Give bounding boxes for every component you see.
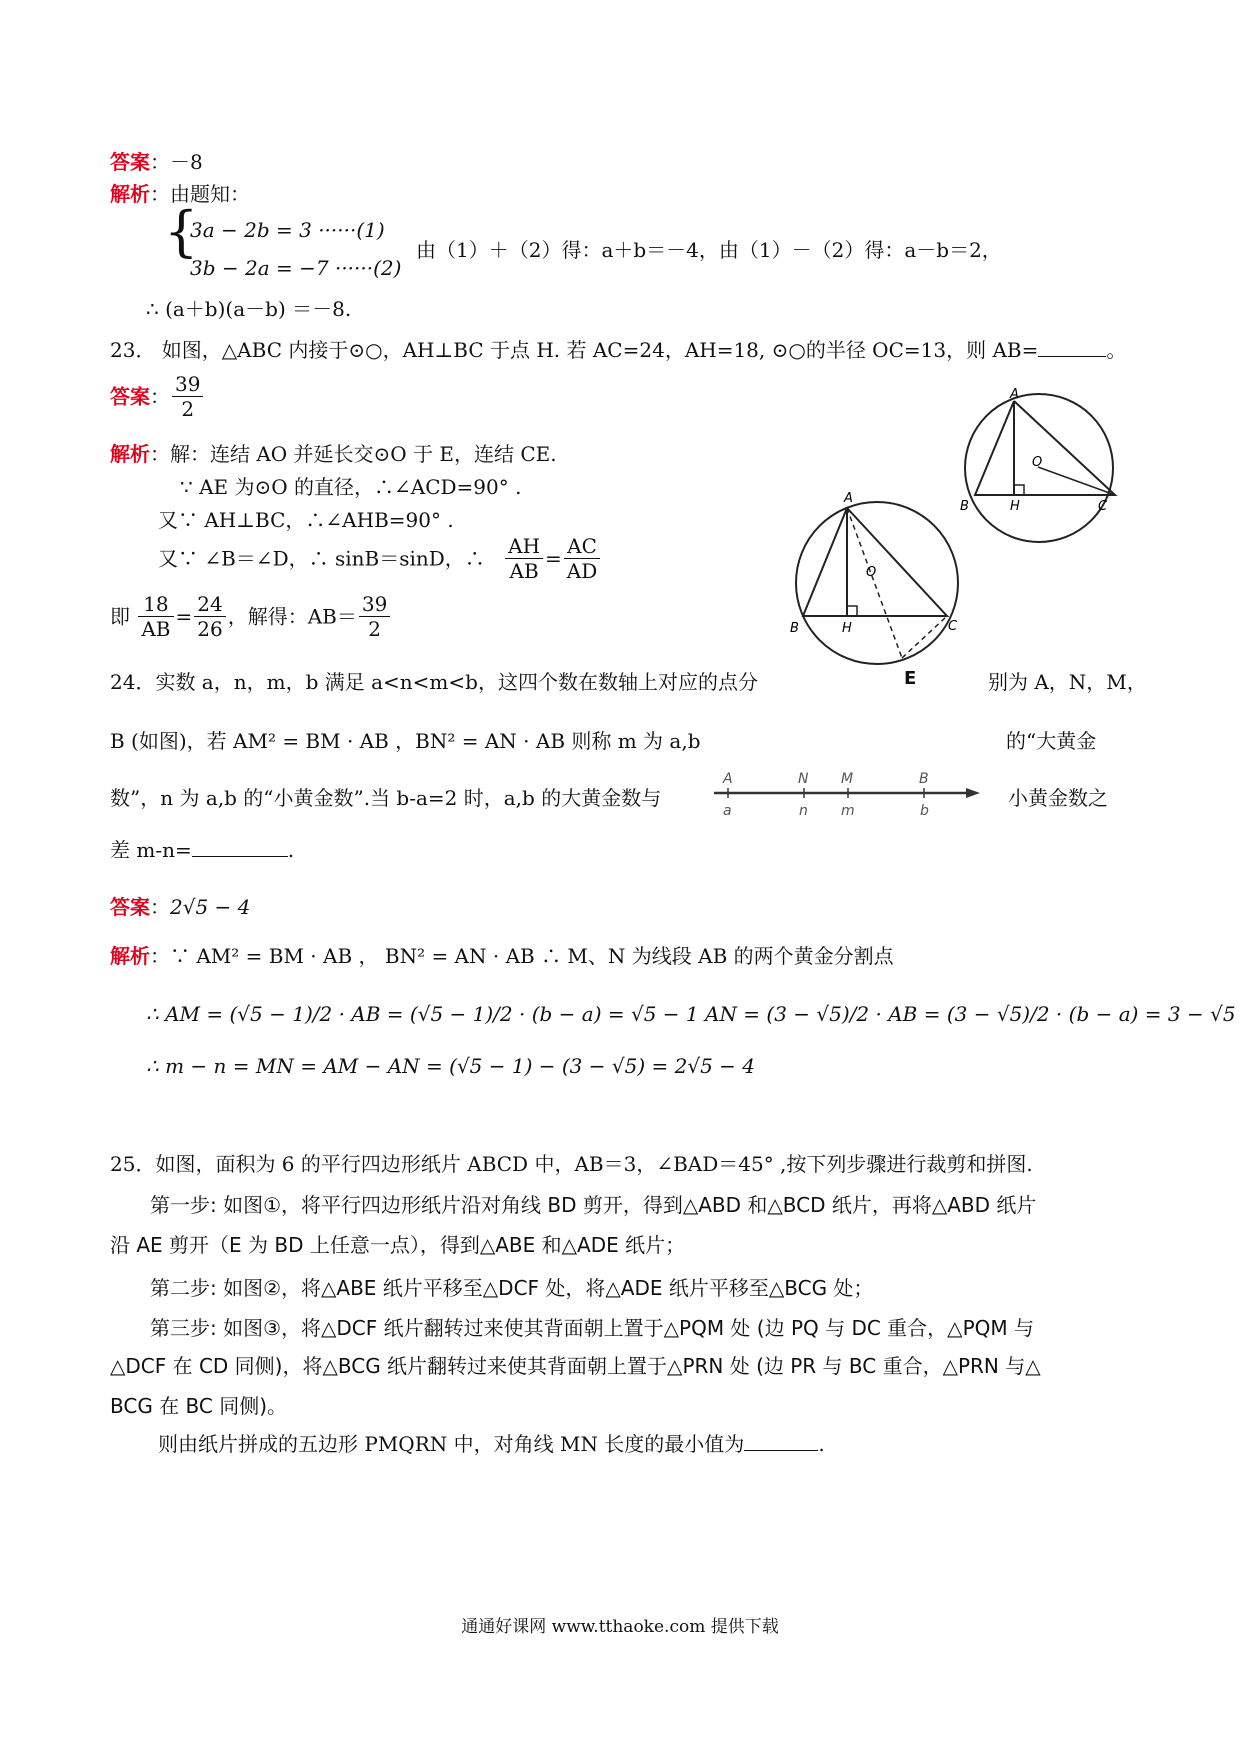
q25-line1: 25．如图，面积为 6 的平行四边形纸片 ABCD 中，AB＝3，∠BAD＝45° ,按下列步骤进行裁剪和拼图.	[110, 1152, 1033, 1176]
value-n-label: n	[799, 803, 808, 819]
q23-analysis-line4: 又∵ ∠B＝∠D，∴ sinB＝sinD，∴ $\frac{AH}{AB}$ = $\frac{AC}{AD}$	[158, 534, 602, 583]
number-line	[706, 768, 986, 824]
q23-answer: 答案： $\frac{39}{2}$	[110, 372, 205, 421]
analysis-label: 解析	[110, 182, 150, 206]
q23-analysis-line3: 又∵ AH⊥BC，∴∠AHB=90° .	[158, 508, 454, 532]
fraction-18-ab: $\frac{18}{AB}$	[138, 592, 173, 641]
q25-step3-c: BCG 在 BC 同侧)。	[110, 1394, 288, 1418]
q25-step3-a: 第三步: 如图③，将△DCF 纸片翻转过来使其背面朝上置于△PQM 处 (边 PQ 与 DC 重合，△PQM 与	[150, 1316, 1034, 1340]
circle-figure-small	[952, 388, 1122, 558]
q25-step1-b: 沿 AE 剪开（E 为 BD 上任意一点），得到△ABE 和△ADE 纸片；	[110, 1233, 686, 1257]
answer-blank	[192, 856, 288, 857]
label-o: O	[866, 565, 877, 580]
q24-line4: 差 m-n= .	[110, 838, 295, 862]
q22-derivation: 由（1）＋（2）得：a＋b＝－4，由（1）－（2）得：a－b＝2，	[416, 238, 1002, 262]
q25-step2: 第二步: 如图②，将△ABE 纸片平移至△DCF 处，将△ADE 纸片平移至△BCG 处；	[150, 1276, 874, 1300]
label-c: C	[948, 619, 958, 634]
q24-analysis-line1: 解析：∵ AM² = BM · AB ， BN² = AN · AB ∴ M、N 为线段 AB 的两个黄金分割点	[110, 944, 894, 968]
q23-stem: 23． 如图，△ABC 内接于⊙○，AH⊥BC 于点 H. 若 AC=24，AH=18, ⊙○的半径 OC=13，则 AB= 。	[110, 338, 1127, 362]
answer-fraction: $\frac{39}{2}$	[172, 372, 203, 421]
fraction-ac-ad: $\frac{AC}{AD}$	[564, 534, 600, 583]
analysis-label: 解析	[110, 442, 150, 466]
q24-analysis-line2: ∴ AM = (√5 − 1)/2 · AB = (√5 − 1)/2 · (b − a) = √5 − 1 AN = (3 − √5)/2 · AB = (3 − √5)/2 · (b − a) = 3 − √5	[146, 1002, 1236, 1026]
equation-1: 3a − 2b = 3 ······(1)	[190, 218, 385, 242]
q25-question: 则由纸片拼成的五边形 PMQRN 中，对角线 MN 长度的最小值为 .	[158, 1432, 825, 1456]
q22-analysis-intro: 解析：由题知：	[110, 182, 250, 206]
q24-answer: 答案：2√5 − 4	[110, 895, 251, 919]
q22-conclusion: ∴ (a＋b)(a－b) ＝－8.	[146, 297, 352, 321]
label-h: H	[1010, 499, 1020, 514]
label-e: E	[904, 668, 917, 689]
answer-label: 答案	[110, 895, 150, 919]
q24-line2: B (如图)，若 AM² = BM · AB ，BN² = AN · AB 则称 m 为 a,b	[110, 729, 701, 753]
value-m-label: m	[841, 803, 855, 819]
fraction-24-26: $\frac{24}{26}$	[194, 592, 225, 641]
q24-line3: 数”，n 为 a,b 的“小黄金数”.当 b-a=2 时，a,b 的大黄金数与	[110, 786, 662, 810]
q23-analysis-line5: 即 $\frac{18}{AB}$ = $\frac{24}{26}$ ，解得：AB＝ $\frac{39}{2}$	[110, 592, 392, 641]
value-b-label: b	[920, 803, 929, 819]
equation-brace: {	[164, 200, 199, 263]
analysis-label: 解析	[110, 944, 150, 968]
q24-line1: 24．实数 a，n，m，b 满足 a<n<m<b，这四个数在数轴上对应的点分	[110, 670, 758, 694]
label-a: A	[1010, 388, 1019, 402]
fraction-ah-ab: $\frac{AH}{AB}$	[505, 534, 543, 583]
answer-value: －8	[170, 150, 203, 174]
answer-label: 答案	[110, 384, 150, 409]
label-h: H	[842, 621, 852, 636]
q24-analysis-line3: ∴ m − n = MN = AM − AN = (√5 − 1) − (3 − √5) = 2√5 − 4	[146, 1054, 756, 1078]
q24-line2-end: 的“大黄金	[1006, 729, 1097, 753]
q22-answer: 答案：－8	[110, 150, 203, 174]
answer-blank	[1038, 356, 1106, 357]
point-b-label: B	[919, 771, 929, 787]
point-m-label: M	[841, 771, 854, 787]
q24-line3-end: 小黄金数之	[1008, 786, 1108, 810]
answer-value: 2√5 − 4	[170, 895, 251, 919]
label-o: O	[1032, 455, 1043, 470]
value-a-label: a	[723, 803, 732, 819]
label-b: B	[790, 621, 799, 636]
q23-analysis-line2: ∵ AE 为⊙O 的直径，∴∠ACD=90° .	[180, 475, 522, 499]
label-c: C	[1098, 499, 1108, 514]
answer-blank	[744, 1450, 818, 1451]
equation-2: 3b − 2a = −7 ······(2)	[190, 256, 402, 280]
label-a: A	[844, 491, 853, 506]
q23-analysis-line1: 解析：解：连结 AO 并延长交⊙O 于 E，连结 CE.	[110, 442, 557, 466]
label-b: B	[960, 499, 969, 514]
answer-label: 答案	[110, 150, 150, 174]
fraction-39-2: $\frac{39}{2}$	[359, 592, 390, 641]
q25-step3-b: △DCF 在 CD 同侧)，将△BCG 纸片翻转过来使其背面朝上置于△PRN 处 (边 PR 与 BC 重合，△PRN 与△	[110, 1354, 1041, 1378]
page-footer: 通通好课网 www.tthaoke.com 提供下载	[461, 1617, 779, 1637]
q24-line1-end: 别为 A，N，M，	[988, 670, 1147, 694]
point-a-label: A	[723, 771, 733, 787]
point-n-label: N	[798, 771, 809, 787]
q25-step1-a: 第一步: 如图①，将平行四边形纸片沿对角线 BD 剪开，得到△ABD 和△BCD 纸片，再将△ABD 纸片	[150, 1193, 1037, 1217]
circle-figure-large	[790, 486, 970, 676]
